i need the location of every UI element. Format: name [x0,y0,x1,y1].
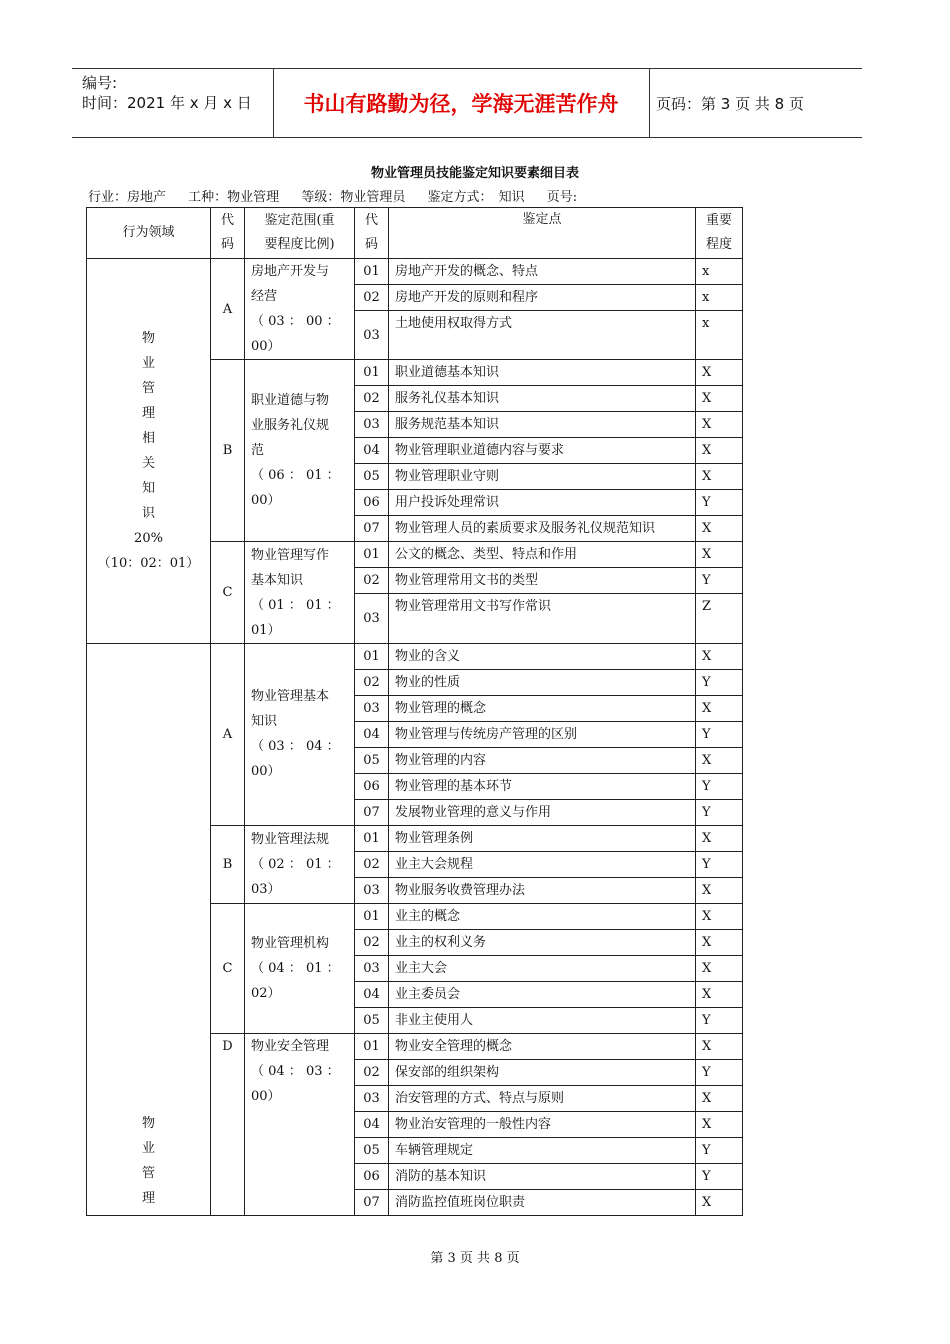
point-text-cell: 消防监控值班岗位职责 [389,1189,696,1215]
scope-cell [245,825,355,903]
scope-cell [245,360,355,542]
point-code-cell: 01 [355,903,389,929]
scope-text: （ 02 ： 01 ： [251,856,340,872]
point-code-cell: 02 [355,851,389,877]
point-code-cell: 05 [355,1137,389,1163]
scope-code-cell: B [211,360,245,542]
point-code-cell: 02 [355,929,389,955]
scope-text: 03） [251,881,281,897]
domain-text: 业 [141,1140,155,1156]
point-text-cell: 物业管理常用文书的类型 [389,568,696,594]
scope-text: 00） [251,493,281,509]
importance-cell: X [696,643,743,669]
scope-code-cell: C [211,903,245,1033]
scope-cell [245,903,355,1033]
point-code-cell: 01 [355,1033,389,1059]
scope-text: 00） [251,764,281,780]
importance-cell: Y [696,1163,743,1189]
domain-text: 业 [141,355,155,371]
domain-cell [87,259,211,644]
scope-text: 01） [251,622,281,638]
importance-cell: X [696,825,743,851]
header-divider [649,69,650,137]
point-text-cell: 业主的概念 [389,903,696,929]
scope-text: 基本知识 [251,572,304,588]
point-text-cell: 物业安全管理的概念 [389,1033,696,1059]
point-code-cell: 07 [355,799,389,825]
point-text-cell: 物业的性质 [389,669,696,695]
header-left [82,73,252,113]
point-code-cell: 01 [355,643,389,669]
header-code: 代 码 [211,208,245,259]
point-code-cell: 03 [355,412,389,438]
point-text-cell: 物业管理人员的素质要求及服务礼仪规范知识 [389,516,696,542]
scope-text: 业服务礼仪规 [251,418,330,434]
point-text-cell: 公文的概念、类型、特点和作用 [389,542,696,568]
point-text-cell: 业主大会 [389,955,696,981]
scope-text: （ 01 ： 01 ： [251,597,340,613]
domain-text: 管 [141,1165,155,1181]
scope-cell [245,542,355,643]
point-code-cell: 02 [355,386,389,412]
importance-cell: Y [696,568,743,594]
point-code-cell: 01 [355,259,389,285]
knowledge-element-table [86,207,743,1216]
table-header-row [87,208,743,259]
point-code-cell: 06 [355,490,389,516]
importance-cell: X [696,386,743,412]
point-text-cell: 用户投诉处理常识 [389,490,696,516]
meta-page: 页号: [546,190,578,205]
header-motto: 书山有路勤为径，学海无涯苦作舟 [303,92,619,116]
importance-cell: x [696,285,743,311]
point-text-cell: 物业管理的基本环节 [389,773,696,799]
domain-text: 20% [134,530,163,546]
importance-cell: X [696,981,743,1007]
scope-code-cell: B [211,825,245,903]
meta-method: 鉴定方式： 知识 [427,190,525,205]
point-code-cell: 03 [355,594,389,643]
importance-cell: X [696,412,743,438]
scope-text: 物业管理机构 [251,935,330,951]
scope-code-cell: A [211,259,245,360]
importance-cell: Y [696,851,743,877]
point-text-cell: 物业管理职业道德内容与要求 [389,438,696,464]
scope-text: 房地产开发与 [251,264,330,280]
meta-industry: 行业：房地产 [88,190,167,205]
point-code-cell: 01 [355,360,389,386]
domain-text: 识 [141,505,155,521]
domain-text: 管 [141,380,155,396]
importance-cell: X [696,464,743,490]
header-page-label: 页码：第 3 页 共 8 页 [656,94,804,113]
domain-text: 知 [141,480,155,496]
importance-cell: X [696,516,743,542]
importance-cell: X [696,903,743,929]
point-code-cell: 03 [355,1085,389,1111]
importance-cell: x [696,311,743,360]
scope-text: 02） [251,985,281,1001]
table-meta [88,186,593,205]
scope-text: 物业管理写作 [251,547,330,563]
scope-text: 范 [251,443,265,459]
document-number-label: 编号: [82,74,118,92]
domain-text: 相 [141,430,155,446]
point-text-cell: 物业管理条例 [389,825,696,851]
point-code-cell: 02 [355,1059,389,1085]
importance-cell: X [696,1111,743,1137]
domain-text: 物 [141,330,155,346]
document-title: 物业管理员技能鉴定知识要素细目表 [370,166,579,181]
point-code-cell: 05 [355,464,389,490]
domain-text: 关 [141,455,155,471]
point-text-cell: 消防的基本知识 [389,1163,696,1189]
importance-cell: Y [696,1007,743,1033]
point-code-cell: 02 [355,568,389,594]
point-text-cell: 物业的含义 [389,643,696,669]
point-code-cell: 01 [355,825,389,851]
point-text-cell: 物业管理的内容 [389,747,696,773]
point-code-cell: 06 [355,773,389,799]
point-text-cell: 服务礼仪基本知识 [389,386,696,412]
importance-cell: X [696,360,743,386]
scope-text: 00） [251,1088,281,1104]
point-code-cell: 03 [355,955,389,981]
point-text-cell: 车辆管理规定 [389,1137,696,1163]
point-text-cell: 房地产开发的原则和程序 [389,285,696,311]
header-point-code: 代 码 [355,208,389,259]
point-text-cell: 业主大会规程 [389,851,696,877]
importance-cell: X [696,747,743,773]
point-text-cell: 保安部的组织架构 [389,1059,696,1085]
scope-cell [245,1033,355,1215]
scope-code-cell: D [211,1033,245,1215]
scope-text: 职业道德与物 [251,393,330,409]
point-text-cell: 物业管理与传统房产管理的区别 [389,721,696,747]
page-footer: 第 3 页 共 8 页 [430,1251,520,1266]
point-text-cell: 治安管理的方式、特点与原则 [389,1085,696,1111]
scope-text: （ 04 ： 01 ： [251,960,340,976]
importance-cell: Y [696,1059,743,1085]
scope-text: 00） [251,339,281,355]
header-domain: 行为领域 [87,208,211,259]
document-time-label: 时间：2021 年 x 月 x 日 [82,94,252,112]
domain-text: 理 [141,1190,155,1206]
scope-cell [245,643,355,825]
domain-text: 物 [141,1115,155,1131]
scope-text: 物业管理基本 [251,689,330,705]
scope-text: （ 04 ： 03 ： [251,1063,340,1079]
importance-cell: Y [696,669,743,695]
importance-cell: Y [696,799,743,825]
domain-text: （10：02：01） [97,555,200,571]
scope-code-cell: A [211,643,245,825]
point-text-cell: 物业治安管理的一般性内容 [389,1111,696,1137]
domain-text: 理 [141,405,155,421]
header-importance: 重要 程度 [696,208,743,259]
page-header [72,68,862,138]
point-code-cell: 04 [355,981,389,1007]
scope-text: 物业管理法规 [251,831,330,847]
point-code-cell: 03 [355,695,389,721]
importance-cell: Y [696,1137,743,1163]
importance-cell: X [696,542,743,568]
importance-cell: x [696,259,743,285]
point-text-cell: 房地产开发的概念、特点 [389,259,696,285]
scope-text: 经营 [251,289,278,305]
importance-cell: Y [696,773,743,799]
point-text-cell: 服务规范基本知识 [389,412,696,438]
importance-cell: X [696,695,743,721]
point-text-cell: 职业道德基本知识 [389,360,696,386]
meta-level: 等级：物业管理员 [301,190,406,205]
table-row [87,259,743,285]
point-text-cell: 物业管理常用文书写作常识 [389,594,696,643]
importance-cell: X [696,1085,743,1111]
importance-cell: X [696,438,743,464]
point-code-cell: 05 [355,747,389,773]
point-text-cell: 业主委员会 [389,981,696,1007]
point-code-cell: 05 [355,1007,389,1033]
point-code-cell: 07 [355,516,389,542]
point-text-cell: 发展物业管理的意义与作用 [389,799,696,825]
scope-cell [245,259,355,360]
point-code-cell: 06 [355,1163,389,1189]
scope-text: （ 03 ： 04 ： [251,739,340,755]
point-code-cell: 01 [355,542,389,568]
point-code-cell: 04 [355,438,389,464]
scope-text: 物业安全管理 [251,1038,330,1054]
meta-job: 工种：物业管理 [188,190,280,205]
scope-text: （ 06 ： 01 ： [251,468,340,484]
point-code-cell: 04 [355,1111,389,1137]
point-code-cell: 02 [355,669,389,695]
point-text-cell: 土地使用权取得方式 [389,311,696,360]
importance-cell: X [696,929,743,955]
point-code-cell: 02 [355,285,389,311]
point-code-cell: 04 [355,721,389,747]
header-point: 鉴定点 [389,208,696,259]
domain-cell [87,643,211,1215]
point-text-cell: 业主的权利义务 [389,929,696,955]
point-code-cell: 03 [355,877,389,903]
importance-cell: Z [696,594,743,643]
importance-cell: X [696,1033,743,1059]
scope-text: （ 03 ： 00 ： [251,314,340,330]
point-text-cell: 物业管理职业守则 [389,464,696,490]
point-code-cell: 03 [355,311,389,360]
importance-cell: Y [696,721,743,747]
importance-cell: X [696,1189,743,1215]
point-code-cell: 07 [355,1189,389,1215]
importance-cell: X [696,955,743,981]
point-text-cell: 物业管理的概念 [389,695,696,721]
importance-cell: Y [696,490,743,516]
scope-text: 知识 [251,714,278,730]
scope-code-cell: C [211,542,245,643]
header-scope: 鉴定范围(重 要程度比例) [245,208,355,259]
point-text-cell: 物业服务收费管理办法 [389,877,696,903]
importance-cell: X [696,877,743,903]
point-text-cell: 非业主使用人 [389,1007,696,1033]
table-row [87,643,743,669]
